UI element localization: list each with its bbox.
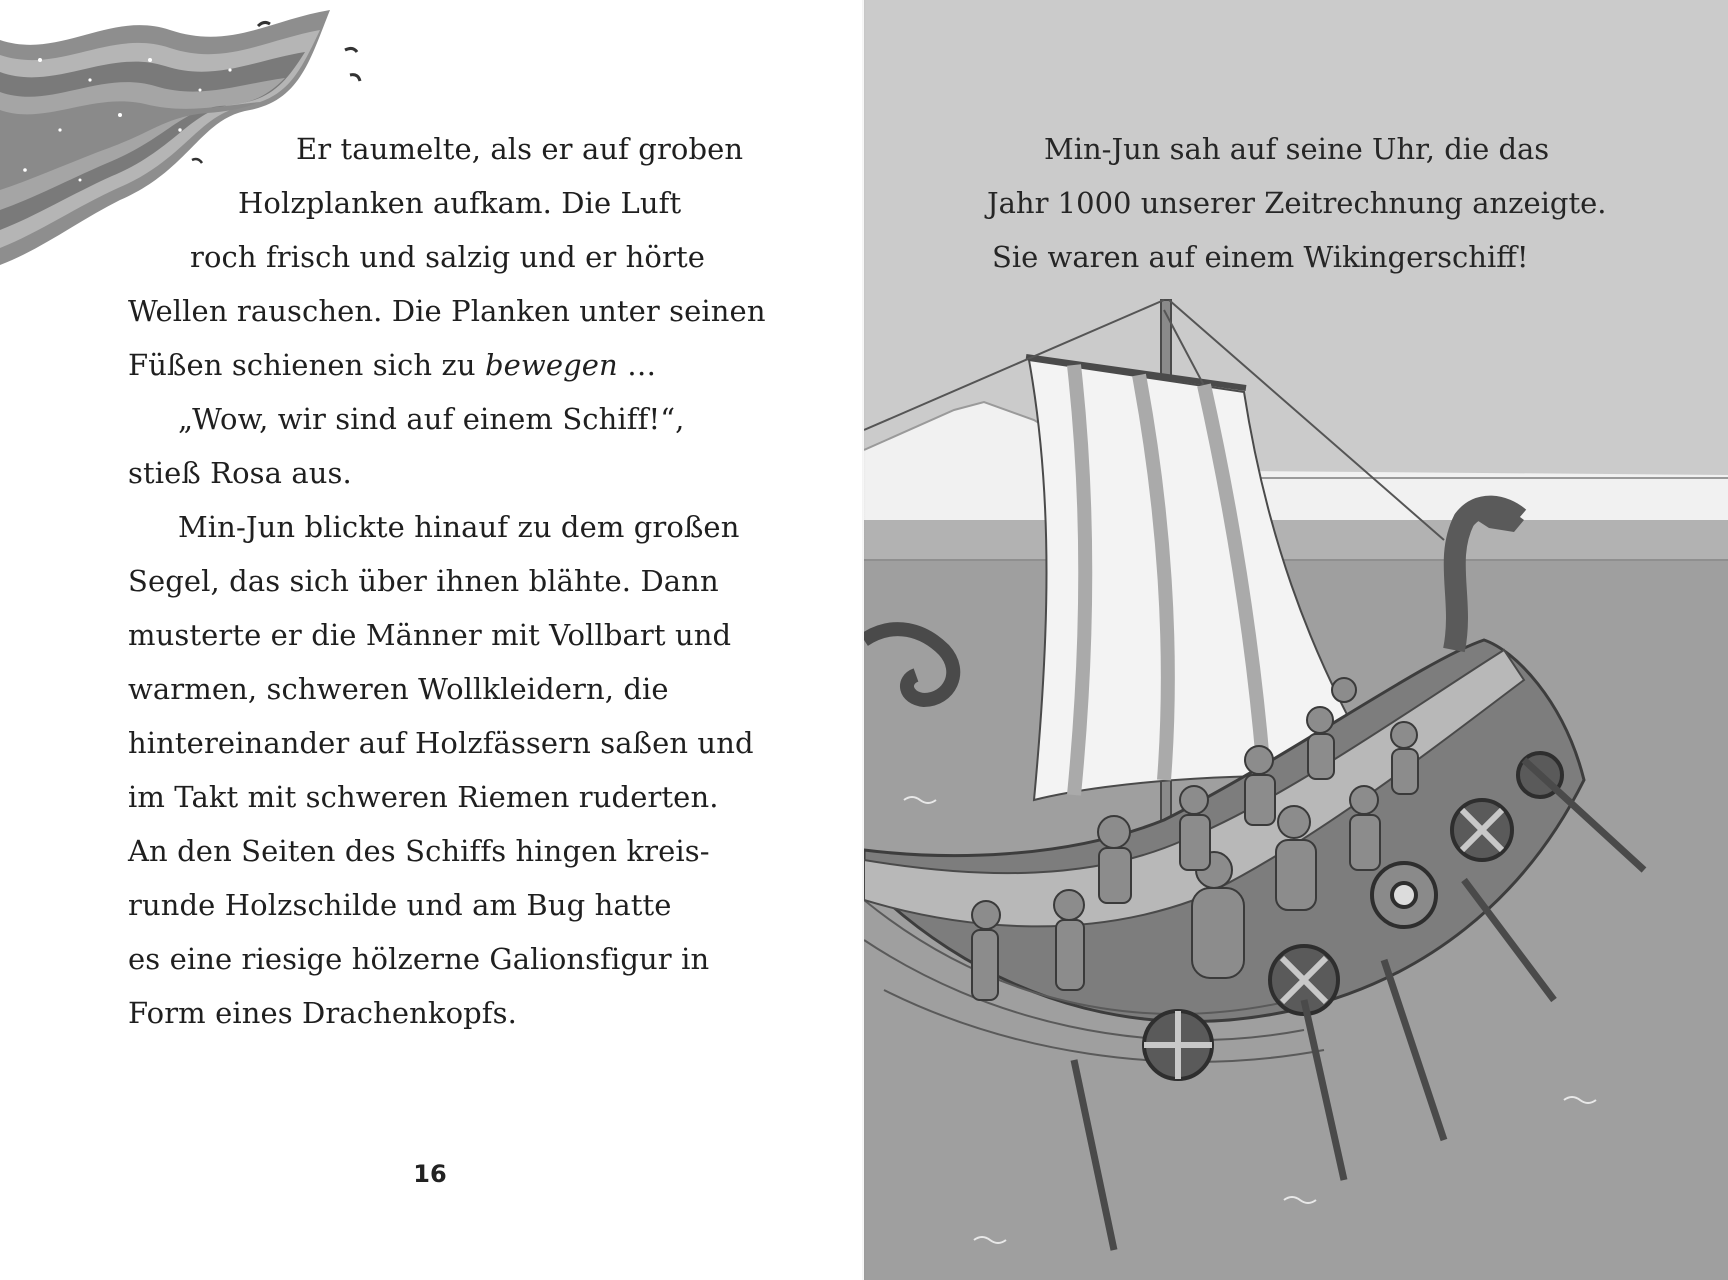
page-fold (862, 0, 866, 1280)
left-text-line-5-start: Füßen schienen sich zu (128, 348, 476, 382)
page-number: 16 (413, 1160, 447, 1188)
right-page (864, 0, 1728, 1280)
right-text-line-1: Min-Jun sah auf seine Uhr, die das (1044, 132, 1550, 166)
left-text-line-5 (128, 347, 656, 383)
left-text-line-11: warmen, schweren Wollkleidern, die (128, 672, 669, 706)
left-text-line-7: stieß Rosa aus. (128, 456, 352, 490)
right-text-line-2: Jahr 1000 unserer Zeitrechnung anzeigte. (987, 186, 1607, 220)
left-text-line-17: Form eines Drachenkopfs. (128, 996, 517, 1030)
left-text-line-4: Wellen rauschen. Die Planken unter seinen (128, 294, 766, 328)
ellipsis: … (627, 348, 657, 382)
left-text-line-2: Holzplanken aufkam. Die Luft (238, 186, 682, 220)
right-text-line-3: Sie waren auf einem Wikingerschiff! (992, 240, 1529, 274)
left-text-line-1: Er taumelte, als er auf groben (296, 132, 744, 166)
left-text-line-12: hintereinander auf Holzfässern saßen und (128, 726, 754, 760)
left-text-line-3: roch frisch und salzig und er hörte (190, 240, 705, 274)
left-text-line-6: „Wow, wir sind auf einem Schiff!“, (178, 402, 685, 436)
left-text-line-14: An den Seiten des Schiffs hingen kreis- (128, 834, 710, 868)
left-text-line-8: Min-Jun blickte hinauf zu dem großen (178, 510, 740, 544)
left-text-line-10: musterte er die Männer mit Vollbart und (128, 618, 732, 652)
left-text-line-9: Segel, das sich über ihnen blähte. Dann (128, 564, 719, 598)
left-text-line-15: runde Holzschilde und am Bug hatte (128, 888, 672, 922)
left-text-line-13: im Takt mit schweren Riemen ruderten. (128, 780, 719, 814)
left-text-line-16: es eine riesige hölzerne Galionsfigur in (128, 942, 710, 976)
emphasized-word: bewegen (484, 348, 618, 382)
